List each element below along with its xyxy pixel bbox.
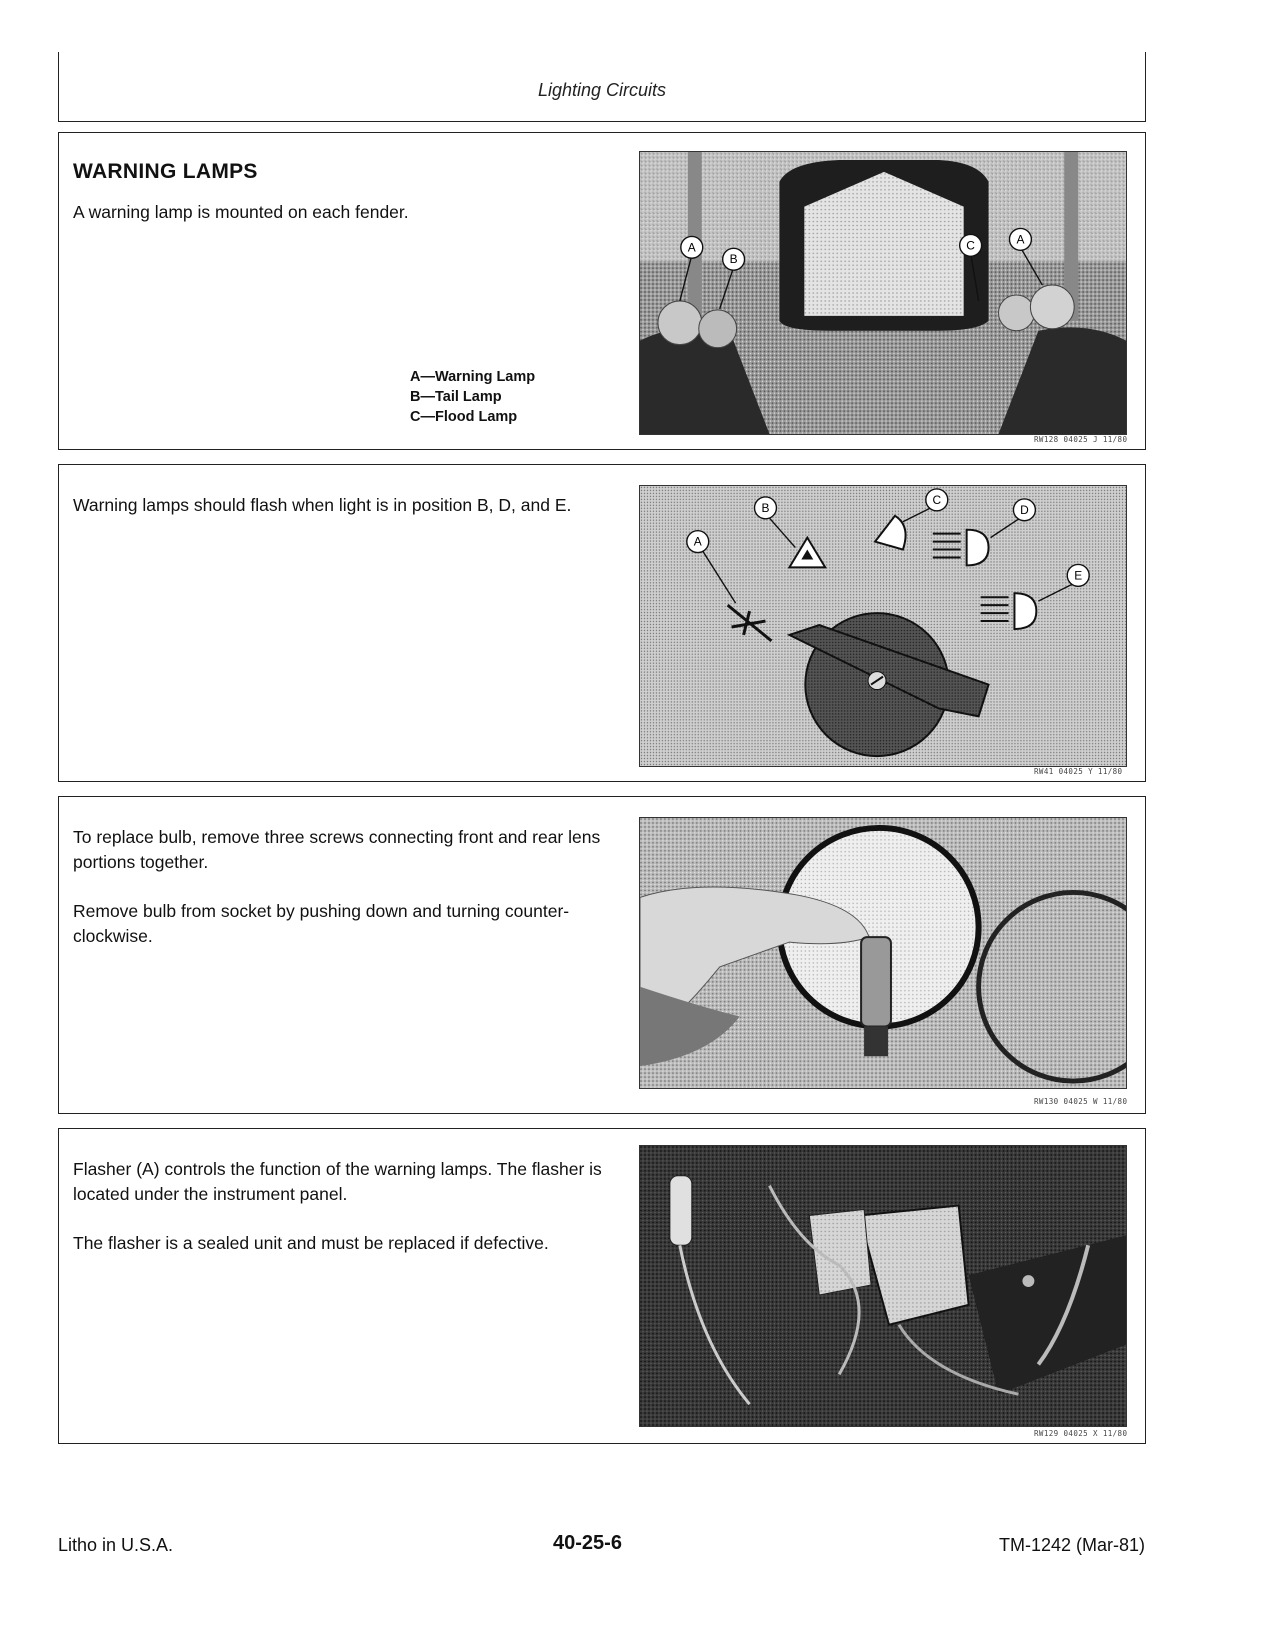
section-flasher xyxy=(58,1128,1146,1444)
section-1-paragraph-1: A warning lamp is mounted on each fender. xyxy=(73,202,409,222)
legend-item-c: C—Flood Lamp xyxy=(410,409,518,425)
legend-item-b: B—Tail Lamp xyxy=(410,389,502,405)
section-4-paragraph-2: The flasher is a sealed unit and must be replaced if defective. xyxy=(73,1233,549,1253)
switch-callout-e: E xyxy=(1074,568,1083,583)
bulb-replacement-photo xyxy=(639,817,1127,1089)
section-3-text xyxy=(73,825,613,973)
photo-reference-2: RW41 04025 Y 11/80 xyxy=(1034,767,1123,776)
photo-reference-1: RW128 04025 J 11/80 xyxy=(1034,435,1128,444)
figure-legend xyxy=(410,367,570,427)
switch-callout-c: C xyxy=(932,492,942,507)
switch-callout-b: B xyxy=(761,500,770,515)
section-warning-lamps xyxy=(58,132,1146,450)
callout-a-right: A xyxy=(1016,232,1025,247)
section-4-paragraph-1: Flasher (A) controls the function of the warning lamps. The flasher is located under the instrument panel. xyxy=(73,1159,602,1204)
footer-right: TM-1242 (Mar-81) xyxy=(998,1535,1145,1555)
section-replace-bulb xyxy=(58,796,1146,1114)
legend-item-a: A—Warning Lamp xyxy=(410,369,536,385)
section-3-paragraph-1: To replace bulb, remove three screws connecting front and rear lens portions together. xyxy=(73,827,601,872)
page-header-title: Lighting Circuits xyxy=(537,80,667,100)
flasher-photo xyxy=(639,1145,1127,1427)
callout-c: C xyxy=(966,238,975,253)
callout-a-left: A xyxy=(687,240,696,255)
light-switch-diagram xyxy=(639,485,1127,767)
section-4-text xyxy=(73,1157,613,1280)
section-2-text xyxy=(73,493,613,542)
section-3-paragraph-2: Remove bulb from socket by pushing down and turning counter-clockwise. xyxy=(73,901,570,946)
callout-b: B xyxy=(729,252,738,267)
section-1-text xyxy=(73,159,613,249)
page-header xyxy=(58,52,1146,122)
photo-reference-4: RW129 04025 X 11/80 xyxy=(1034,1429,1128,1438)
section-flash-positions xyxy=(58,464,1146,782)
photo-reference-3: RW130 04025 W 11/80 xyxy=(1034,1097,1128,1106)
section-2-paragraph-1: Warning lamps should flash when light is in position B, D, and E. xyxy=(73,495,572,515)
switch-callout-a: A xyxy=(693,534,702,549)
page-number: 40-25-6 xyxy=(553,1532,622,1554)
tractor-rear-photo xyxy=(639,151,1127,435)
switch-callout-d: D xyxy=(1020,502,1029,517)
footer-left: Litho in U.S.A. xyxy=(58,1535,174,1555)
section-heading: WARNING LAMPS xyxy=(73,160,258,183)
